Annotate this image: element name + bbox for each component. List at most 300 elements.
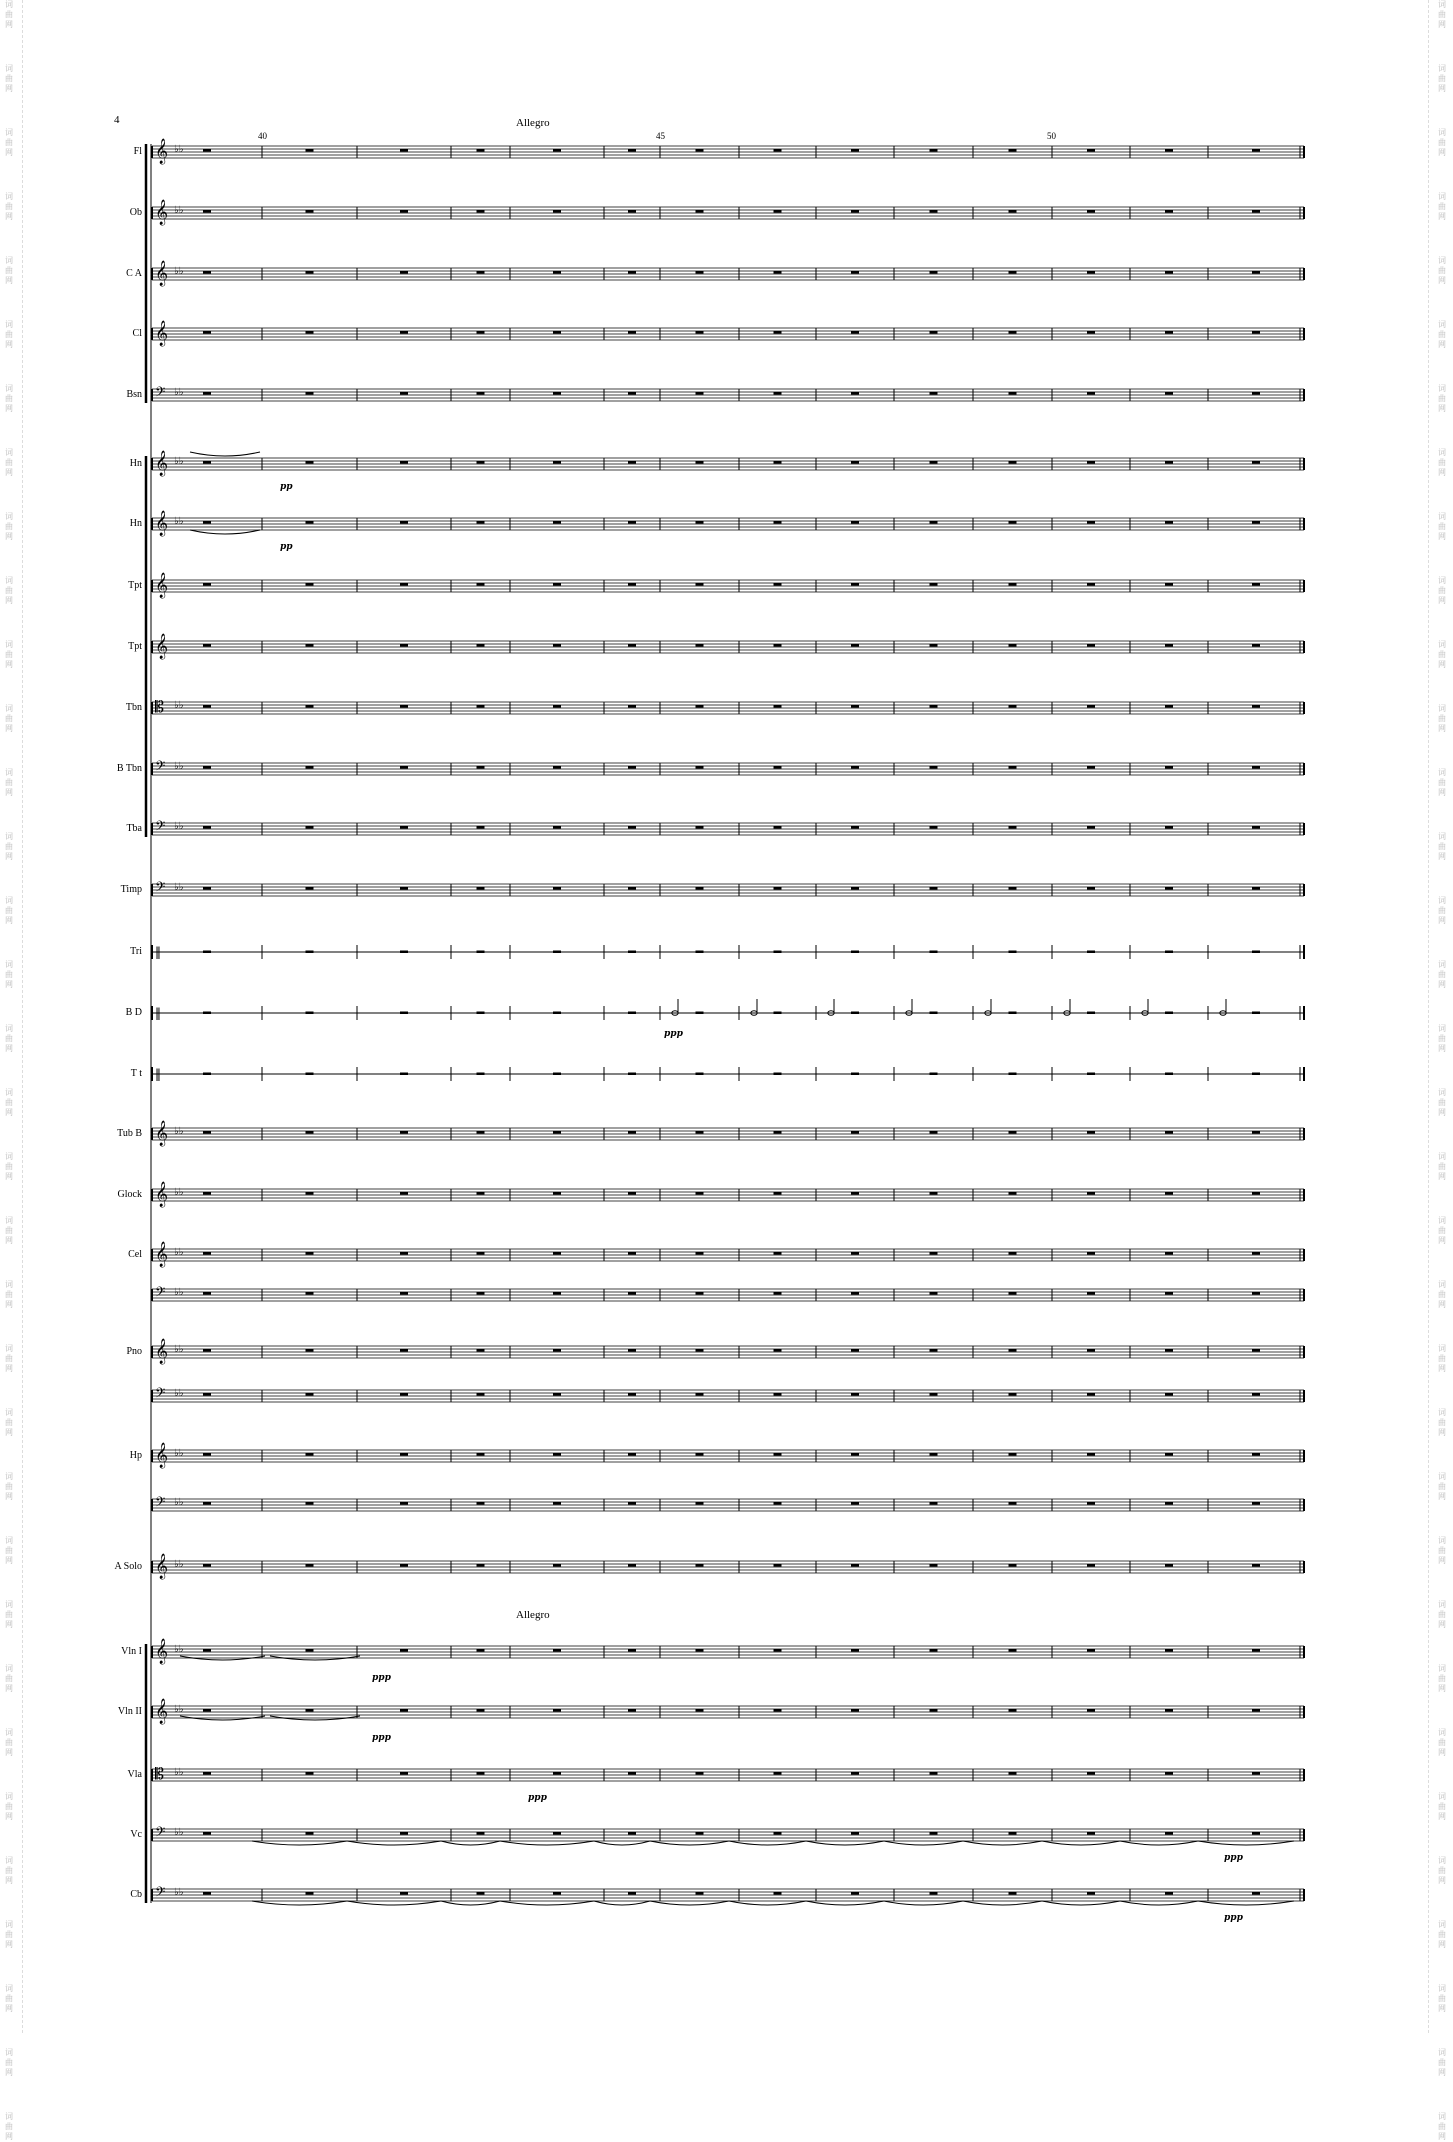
tie [1120, 1841, 1198, 1845]
whole-rest [930, 1502, 938, 1505]
whole-rest [930, 1832, 938, 1835]
whole-rest [306, 1192, 314, 1195]
whole-rest [203, 1292, 211, 1295]
whole-rest [851, 210, 859, 213]
whole-rest [1165, 271, 1173, 274]
clef-icon: 𝄞 [155, 1339, 169, 1364]
watermark-text: 词 曲 网 [5, 2048, 13, 2077]
whole-rest [696, 1649, 704, 1652]
staff [152, 1181, 1304, 1207]
whole-rest [306, 826, 314, 829]
whole-rest [851, 1252, 859, 1255]
instrument-label: Vln II [117, 1706, 142, 1717]
staff [152, 1385, 1304, 1404]
flat-icon: ♭♭ [174, 266, 184, 277]
whole-rest [306, 1564, 314, 1567]
whole-rest [1165, 1349, 1173, 1352]
whole-rest [203, 1649, 211, 1652]
whole-rest [1009, 1772, 1017, 1775]
whole-rest [553, 1252, 561, 1255]
watermark-text: 词 曲 网 [1438, 1856, 1446, 1885]
whole-rest [477, 1012, 485, 1015]
whole-rest [1165, 1292, 1173, 1295]
whole-rest [400, 1192, 408, 1195]
whole-rest [1087, 951, 1095, 954]
whole-rest [628, 1012, 636, 1015]
whole-rest [774, 1453, 782, 1456]
whole-rest [851, 1192, 859, 1195]
clef-icon: 𝄞 [155, 1639, 169, 1664]
whole-rest [774, 826, 782, 829]
whole-rest [1165, 826, 1173, 829]
whole-rest [477, 521, 485, 524]
whole-rest [477, 210, 485, 213]
whole-rest [696, 1709, 704, 1712]
watermark-text: 词 曲 网 [1438, 1408, 1446, 1437]
whole-rest [774, 1772, 782, 1775]
whole-rest [1087, 1649, 1095, 1652]
staff [152, 1338, 1304, 1364]
clef-icon: 𝄞 [155, 511, 169, 536]
whole-rest [696, 1012, 704, 1015]
whole-rest [1087, 1502, 1095, 1505]
whole-rest [1252, 1453, 1260, 1456]
whole-rest [851, 1012, 859, 1015]
whole-rest [628, 271, 636, 274]
whole-rest [851, 521, 859, 524]
whole-rest [306, 1131, 314, 1134]
whole-rest [1165, 331, 1173, 334]
measure-number-50: 50 [1047, 131, 1056, 141]
flat-icon: ♭♭ [174, 1827, 184, 1838]
whole-rest [1009, 826, 1017, 829]
whole-rest [553, 705, 561, 708]
whole-rest [851, 766, 859, 769]
watermark-text: 词 曲 网 [1438, 1024, 1446, 1053]
whole-rest [1252, 1564, 1260, 1567]
whole-rest [628, 210, 636, 213]
whole-rest [696, 705, 704, 708]
whole-rest [306, 149, 314, 152]
tie [1042, 1841, 1120, 1845]
whole-rest [1252, 271, 1260, 274]
whole-rest [306, 1709, 314, 1712]
measure-number-45: 45 [656, 131, 665, 141]
whole-rest [851, 1349, 859, 1352]
whole-rest [1252, 1709, 1260, 1712]
whole-rest [553, 1131, 561, 1134]
watermark-text: 词 曲 网 [5, 448, 13, 477]
clef-icon: 𝄞 [155, 139, 169, 164]
whole-rest [1165, 887, 1173, 890]
whole-rest [930, 826, 938, 829]
whole-rest [1165, 644, 1173, 647]
whole-rest [1165, 766, 1173, 769]
staff [152, 1553, 1304, 1579]
tie [963, 1901, 1042, 1905]
whole-rest [851, 1649, 859, 1652]
whole-rest [553, 461, 561, 464]
whole-rest [696, 644, 704, 647]
clef-icon: 𝄞 [155, 1121, 169, 1146]
whole-rest [400, 1649, 408, 1652]
whole-rest [477, 392, 485, 395]
whole-rest [1087, 271, 1095, 274]
whole-rest [774, 210, 782, 213]
whole-rest [400, 1502, 408, 1505]
flat-icon: ♭♭ [174, 456, 184, 467]
whole-rest [400, 521, 408, 524]
dynamic-marking: ppp [1224, 1853, 1243, 1863]
whole-rest [628, 583, 636, 586]
whole-rest [400, 1453, 408, 1456]
watermark-text: 词 曲 网 [1438, 1920, 1446, 1949]
whole-rest [774, 705, 782, 708]
whole-rest [1087, 331, 1095, 334]
whole-rest [1165, 1649, 1173, 1652]
whole-rest [851, 1292, 859, 1295]
whole-rest [400, 331, 408, 334]
whole-rest [1009, 210, 1017, 213]
whole-rest [306, 705, 314, 708]
whole-rest [400, 1892, 408, 1895]
tie [806, 1841, 884, 1845]
whole-rest [628, 1564, 636, 1567]
whole-rest [930, 1073, 938, 1076]
staff [152, 1067, 1304, 1081]
whole-rest [1165, 521, 1173, 524]
watermark-text: 词 曲 网 [1438, 256, 1446, 285]
flat-icon: ♭♭ [174, 1559, 184, 1570]
watermark-text: 词 曲 网 [1438, 64, 1446, 93]
instrument-label: Tpt [128, 580, 142, 591]
whole-rest [1087, 1131, 1095, 1134]
watermark-text: 词 曲 网 [5, 0, 13, 29]
whole-rest [774, 1131, 782, 1134]
whole-rest [553, 210, 561, 213]
whole-rest [696, 271, 704, 274]
whole-rest [306, 1252, 314, 1255]
whole-rest [696, 1292, 704, 1295]
tie [252, 1841, 347, 1845]
whole-rest [1087, 1564, 1095, 1567]
instrument-label: Tba [126, 823, 142, 834]
instrument-label: Tbn [125, 702, 142, 713]
whole-rest [1165, 461, 1173, 464]
whole-rest [400, 1349, 408, 1352]
instrument-label: Hn [129, 458, 142, 469]
clef-icon: 𝄢 [155, 758, 166, 777]
whole-rest [306, 1292, 314, 1295]
whole-rest [696, 887, 704, 890]
whole-rest [930, 1892, 938, 1895]
watermark-text: 词 曲 网 [5, 1536, 13, 1565]
whole-rest [306, 1892, 314, 1895]
whole-rest [400, 1292, 408, 1295]
whole-rest [696, 461, 704, 464]
watermark-text: 词 曲 网 [5, 128, 13, 157]
clef-icon: 𝄢 [155, 1824, 166, 1843]
whole-rest [1165, 705, 1173, 708]
dynamic-marking: pp [280, 542, 293, 552]
whole-rest [1009, 1832, 1017, 1835]
whole-rest [851, 1502, 859, 1505]
staff [152, 450, 1304, 476]
watermark-text: 词 曲 网 [1438, 704, 1446, 733]
whole-rest [477, 1832, 485, 1835]
whole-rest [477, 1292, 485, 1295]
whole-rest [1087, 1709, 1095, 1712]
whole-rest [1009, 1012, 1017, 1015]
watermark-text: 词 曲 网 [5, 1984, 13, 2013]
whole-rest [930, 271, 938, 274]
whole-rest [553, 1649, 561, 1652]
tie [594, 1901, 650, 1905]
flat-icon: ♭♭ [174, 882, 184, 893]
whole-rest [851, 1772, 859, 1775]
tie [1042, 1901, 1120, 1905]
whole-rest [1165, 1772, 1173, 1775]
tie [500, 1841, 594, 1845]
watermark-text: 词 曲 网 [1438, 2112, 1446, 2141]
staff [152, 1494, 1304, 1513]
whole-rest [930, 521, 938, 524]
whole-rest [553, 1564, 561, 1567]
whole-rest [1165, 1892, 1173, 1895]
whole-rest [1165, 1252, 1173, 1255]
whole-rest [477, 1564, 485, 1567]
whole-rest [696, 1453, 704, 1456]
whole-rest [1087, 1393, 1095, 1396]
whole-rest [696, 1393, 704, 1396]
whole-rest [1087, 392, 1095, 395]
watermark-text: 词 曲 网 [1438, 448, 1446, 477]
staff [152, 1284, 1304, 1303]
whole-rest [306, 644, 314, 647]
whole-rest [203, 521, 211, 524]
whole-rest [400, 1832, 408, 1835]
watermark-text: 词 曲 网 [5, 1280, 13, 1309]
whole-rest [1087, 583, 1095, 586]
watermark-text: 词 曲 网 [1438, 576, 1446, 605]
instrument-label: Hn [129, 518, 142, 529]
whole-rest [696, 1131, 704, 1134]
flat-icon: ♭♭ [174, 1126, 184, 1137]
dynamic-marking: ppp [528, 1793, 547, 1803]
whole-rest [696, 1832, 704, 1835]
whole-rest [1087, 766, 1095, 769]
clef-icon: 𝄞 [155, 321, 169, 346]
clef-icon: 𝄞 [155, 1699, 169, 1724]
whole-rest [1252, 1012, 1260, 1015]
whole-rest [553, 951, 561, 954]
watermark-text: 词 曲 网 [5, 704, 13, 733]
instrument-label: Fl [133, 146, 142, 157]
whole-rest [851, 826, 859, 829]
whole-rest [1087, 1453, 1095, 1456]
whole-rest [696, 1502, 704, 1505]
instrument-label: Cl [132, 328, 142, 339]
staff [152, 633, 1304, 659]
whole-rest [851, 951, 859, 954]
whole-rest [851, 1564, 859, 1567]
whole-rest [774, 1393, 782, 1396]
whole-rest [930, 1292, 938, 1295]
instrument-label: Pno [126, 1346, 142, 1357]
whole-rest [696, 149, 704, 152]
whole-rest [1252, 149, 1260, 152]
tie [963, 1841, 1042, 1845]
whole-rest [1165, 1393, 1173, 1396]
staff [152, 945, 1304, 959]
dynamic-marking: ppp [1224, 1913, 1243, 1923]
watermark-text: 词 曲 网 [5, 512, 13, 541]
whole-rest [400, 1012, 408, 1015]
watermark-text: 词 曲 网 [1438, 1472, 1446, 1501]
whole-rest [477, 705, 485, 708]
whole-rest [696, 1772, 704, 1775]
whole-rest [400, 1252, 408, 1255]
instrument-label: Glock [117, 1189, 142, 1200]
clef-icon: 𝄢 [155, 384, 166, 403]
whole-rest [400, 705, 408, 708]
tie [441, 1841, 500, 1845]
whole-rest [306, 392, 314, 395]
staff [152, 818, 1304, 837]
whole-rest [774, 1502, 782, 1505]
whole-rest [696, 1252, 704, 1255]
whole-rest [930, 1649, 938, 1652]
whole-rest [477, 1709, 485, 1712]
watermark-text: 词 曲 网 [1438, 384, 1446, 413]
whole-rest [851, 644, 859, 647]
whole-rest [553, 1453, 561, 1456]
watermark-text: 词 曲 网 [5, 1472, 13, 1501]
watermark-text: 词 曲 网 [1438, 2048, 1446, 2077]
watermark-text: 词 曲 网 [5, 2112, 13, 2141]
whole-rest [930, 1453, 938, 1456]
whole-rest [400, 1131, 408, 1134]
whole-rest [1165, 1832, 1173, 1835]
whole-rest [477, 1393, 485, 1396]
whole-rest [477, 583, 485, 586]
clef-icon: ‖ [155, 1006, 161, 1020]
watermark-text: 词 曲 网 [5, 1024, 13, 1053]
whole-rest [553, 1192, 561, 1195]
flat-icon: ♭♭ [174, 1767, 184, 1778]
whole-rest [930, 1012, 938, 1015]
whole-rest [1087, 210, 1095, 213]
whole-rest [203, 1564, 211, 1567]
watermark-text: 词 曲 网 [5, 1408, 13, 1437]
whole-rest [1087, 887, 1095, 890]
whole-rest [930, 1393, 938, 1396]
whole-rest [1087, 1772, 1095, 1775]
whole-rest [400, 826, 408, 829]
whole-rest [203, 1073, 211, 1076]
whole-rest [851, 149, 859, 152]
watermark-text: 词 曲 网 [5, 384, 13, 413]
staff [152, 1824, 1304, 1843]
whole-rest [774, 331, 782, 334]
flat-icon: ♭♭ [174, 1497, 184, 1508]
staff [152, 260, 1304, 286]
whole-rest [203, 951, 211, 954]
whole-rest [1165, 1709, 1173, 1712]
tie [347, 1901, 441, 1905]
whole-rest [306, 1349, 314, 1352]
whole-rest [1009, 1502, 1017, 1505]
whole-rest [1165, 583, 1173, 586]
watermark-text: 词 曲 网 [1438, 1664, 1446, 1693]
whole-rest [553, 392, 561, 395]
whole-rest [477, 1073, 485, 1076]
whole-rest [628, 149, 636, 152]
whole-rest [1165, 149, 1173, 152]
whole-rest [851, 1393, 859, 1396]
whole-rest [477, 887, 485, 890]
whole-rest [774, 887, 782, 890]
tempo-marking-strings: Allegro [516, 1609, 550, 1621]
whole-rest [851, 1073, 859, 1076]
watermark-text: 词 曲 网 [5, 320, 13, 349]
whole-rest [477, 271, 485, 274]
whole-rest [400, 392, 408, 395]
flat-icon: ♭♭ [174, 387, 184, 398]
whole-rest [306, 1772, 314, 1775]
whole-rest [1165, 1012, 1173, 1015]
whole-rest [774, 1832, 782, 1835]
instrument-label: B D [125, 1007, 142, 1018]
whole-rest [203, 705, 211, 708]
whole-rest [930, 1131, 938, 1134]
whole-rest [203, 826, 211, 829]
whole-rest [400, 887, 408, 890]
whole-rest [477, 1192, 485, 1195]
whole-rest [1009, 271, 1017, 274]
whole-rest [1252, 951, 1260, 954]
flat-icon: ♭♭ [174, 1287, 184, 1298]
watermark-text: 词 曲 网 [5, 1152, 13, 1181]
whole-rest [1009, 331, 1017, 334]
watermark-text: 词 曲 网 [5, 960, 13, 989]
whole-rest [628, 826, 636, 829]
whole-rest [553, 766, 561, 769]
whole-rest [553, 331, 561, 334]
whole-rest [696, 392, 704, 395]
whole-rest [306, 951, 314, 954]
whole-rest [628, 1649, 636, 1652]
whole-rest [930, 1192, 938, 1195]
clef-icon: 𝄞 [155, 1242, 169, 1267]
tie [594, 1841, 650, 1845]
whole-rest [400, 583, 408, 586]
whole-rest [1252, 1073, 1260, 1076]
whole-rest [203, 583, 211, 586]
watermark-text: 词 曲 网 [5, 896, 13, 925]
flat-icon: ♭♭ [174, 761, 184, 772]
whole-rest [477, 331, 485, 334]
whole-rest [203, 1502, 211, 1505]
whole-rest [1009, 705, 1017, 708]
staff [152, 879, 1304, 898]
clef-icon: 𝄡 [155, 697, 164, 716]
whole-rest [477, 1892, 485, 1895]
whole-rest [774, 392, 782, 395]
instrument-label: Vln I [121, 1646, 142, 1657]
staff [152, 1120, 1304, 1146]
whole-rest [203, 331, 211, 334]
